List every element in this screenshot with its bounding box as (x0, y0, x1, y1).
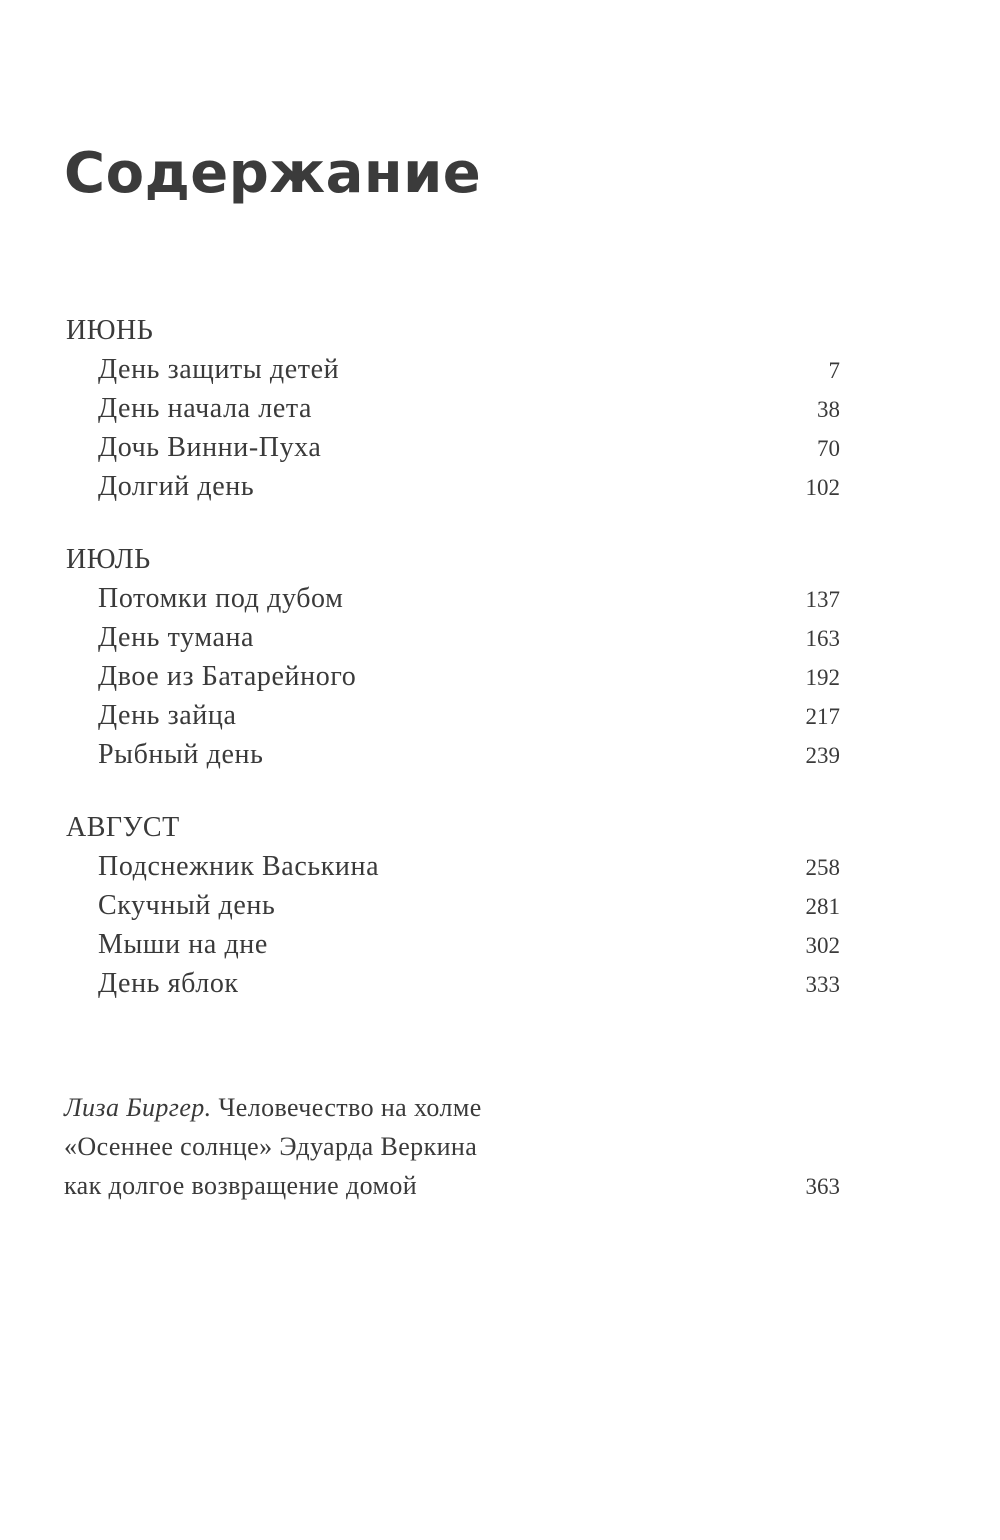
entry-title: День яблок (98, 968, 239, 999)
entry-title: Потомки под дубом (98, 583, 344, 614)
toc-section-june (66, 311, 840, 506)
toc-section-july (66, 540, 840, 774)
toc-entry (66, 467, 840, 506)
entry-title: Скучный день (98, 890, 276, 921)
toc-entry (66, 886, 840, 925)
afterword-title-part-3: как долгое возвращение домой (64, 1171, 418, 1200)
toc-entry (66, 350, 840, 389)
entry-page-number: 302 (805, 933, 840, 958)
afterword-author: Лиза Биргер. (64, 1093, 212, 1122)
toc-entry (66, 925, 840, 964)
entry-page-number: 217 (805, 704, 840, 729)
entry-page-number: 333 (805, 972, 840, 997)
page-title: Содержание (64, 141, 482, 206)
entry-page-number: 38 (817, 397, 840, 422)
entry-page-number: 281 (805, 894, 840, 919)
toc-entry (66, 696, 840, 735)
entry-title: Дочь Винни-Пуха (98, 432, 322, 463)
entry-page-number: 70 (817, 436, 840, 461)
entry-title: День защиты детей (98, 354, 340, 385)
toc-entry (66, 735, 840, 774)
afterword-title-part-2: «Осеннее солнце» Эдуарда Веркина (64, 1132, 478, 1161)
entry-page-number: 102 (805, 475, 840, 500)
toc-entry (66, 618, 840, 657)
entry-page-number: 7 (828, 358, 840, 383)
toc-entry (66, 428, 840, 467)
entry-page-number: 137 (805, 587, 840, 612)
entry-page-number: 192 (805, 665, 840, 690)
section-heading: ИЮЛЬ (66, 544, 151, 575)
section-heading: ИЮНЬ (66, 315, 154, 346)
entry-title: День тумана (98, 622, 255, 653)
toc-entry (66, 657, 840, 696)
toc-entry (66, 579, 840, 618)
afterword-line-3 (64, 1166, 840, 1205)
toc-section-august (66, 808, 840, 1003)
entry-title: Подснежник Васькина (98, 851, 380, 882)
afterword-page-number: 363 (805, 1174, 840, 1199)
table-of-contents (66, 311, 840, 1037)
toc-entry (66, 964, 840, 1003)
afterword-line-1 (64, 1088, 840, 1127)
afterword-entry (64, 1088, 840, 1205)
entry-title: Долгий день (98, 471, 255, 502)
entry-title: Рыбный день (98, 739, 264, 770)
entry-title: День зайца (98, 700, 237, 731)
entry-page-number: 239 (805, 743, 840, 768)
toc-entry (66, 389, 840, 428)
entry-page-number: 258 (805, 855, 840, 880)
toc-entry (66, 847, 840, 886)
afterword-title-part-1: Человечество на холме (211, 1093, 482, 1122)
entry-title: День начала лета (98, 393, 313, 424)
entry-title: Мыши на дне (98, 929, 268, 960)
entry-page-number: 163 (805, 626, 840, 651)
entry-title: Двое из Батарейного (98, 661, 357, 692)
section-heading: АВГУСТ (66, 812, 180, 843)
